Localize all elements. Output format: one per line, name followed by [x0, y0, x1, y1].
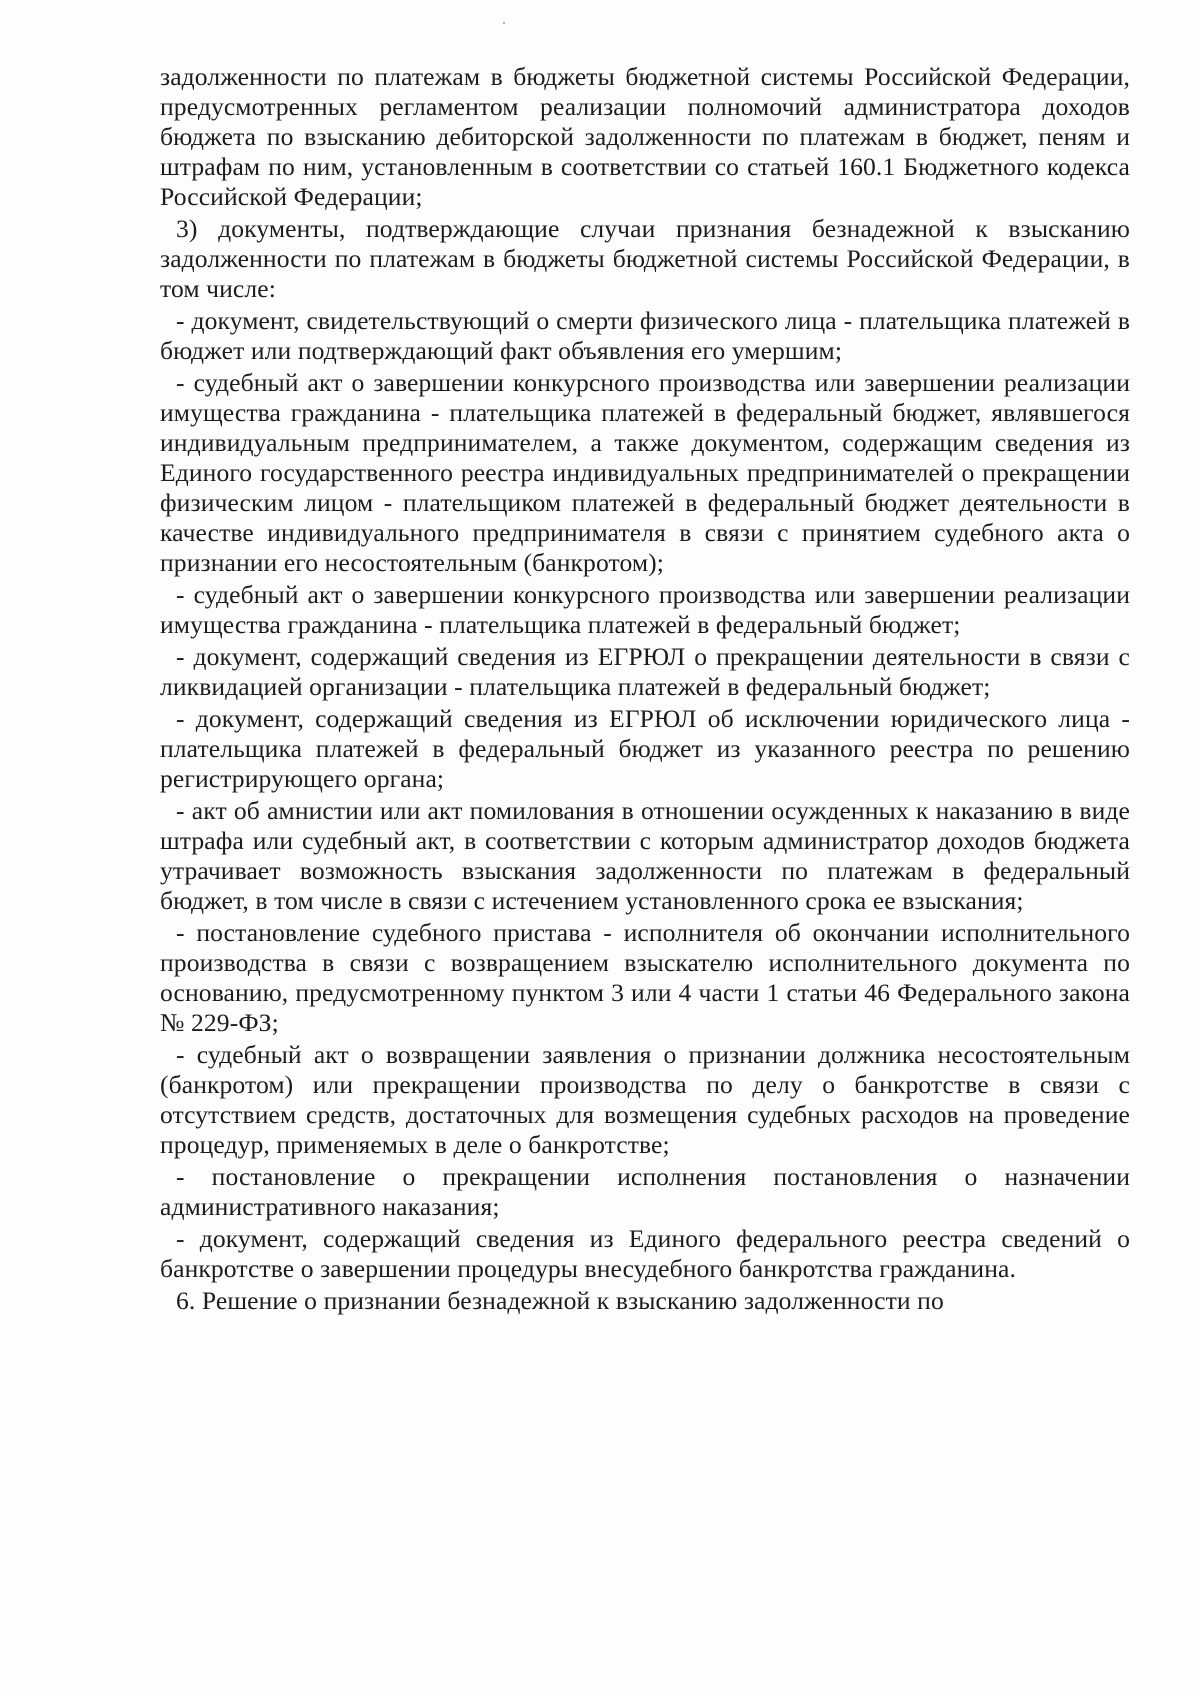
scan-artifact [503, 22, 505, 24]
list-item-bankruptcy-entrepreneur: - судебный акт о завершении конкурсного производства или завершении реализации имущества гражданина - плательщика платежей в федеральный бюджет, являвшегося индивидуальным предпринимателем, а также документом, содержащим сведения из Единого государственного реестра индивидуальных предпринимателей о прекращении физическим лицом - плательщиком платежей в федеральный бюджет деятельности в качестве индивидуального предпринимателя в связи с принятием судебного акта о признании его несостоятельным (банкротом); [160, 368, 1130, 577]
list-item-bankruptcy-citizen: - судебный акт о завершении конкурсного производства или завершении реализации имущества гражданина - плательщика платежей в федеральный бюджет; [160, 580, 1130, 639]
document-body [160, 62, 1130, 1318]
list-item-termination-execution: - постановление о прекращении исполнения постановления о назначении административного наказания; [160, 1162, 1130, 1221]
list-item-exclusion: - документ, содержащий сведения из ЕГРЮЛ об исключении юридического лица - плательщика платежей в федеральный бюджет из указанного реестра по решению регистрирующего органа; [160, 704, 1130, 793]
list-item-death-certificate: - документ, свидетельствующий о смерти физического лица - плательщика платежей в бюджет или подтверждающий факт объявления его умершим; [160, 306, 1130, 365]
list-item-return-application: - судебный акт о возвращении заявления о признании должника несостоятельным (банкротом) или прекращении производства по делу о банкротстве в связи с отсутствием средств, достаточных для возмещения судебных расходов на проведение процедур, применяемых в деле о банкротстве; [160, 1040, 1130, 1159]
paragraph-continuation: задолженности по платежам в бюджеты бюджетной системы Российской Федерации, предусмотренных регламентом реализации полномочий администратора доходов бюджета по взысканию дебиторской задолженности по платежам в бюджет, пеням и штрафам по ним, установленным в соответствии со статьей 160.1 Бюджетного кодекса Российской Федерации; [160, 62, 1130, 211]
list-item-extrajudicial-bankruptcy: - документ, содержащий сведения из Единого федерального реестра сведений о банкротстве о завершении процедуры внесудебного банкротства гражданина. [160, 1224, 1130, 1283]
paragraph-item-3: 3) документы, подтверждающие случаи признания безнадежной к взысканию задолженности по платежам в бюджеты бюджетной системы Российской Федерации, в том числе: [160, 214, 1130, 303]
list-item-amnesty: - акт об амнистии или акт помилования в отношении осужденных к наказанию в виде штрафа или судебный акт, в соответствии с которым администратор доходов бюджета утрачивает возможность взыскания задолженности по платежам в федеральный бюджет, в том числе в связи с истечением установленного срока ее взыскания; [160, 796, 1130, 915]
list-item-bailiff-resolution: - постановление судебного пристава - исполнителя об окончании исполнительного производства в связи с возвращением взыскателю исполнительного документа по основанию, предусмотренному пунктом 3 или 4 части 1 статьи 46 Федерального закона № 229-ФЗ; [160, 918, 1130, 1037]
paragraph-item-6: 6. Решение о признании безнадежной к взысканию задолженности по [176, 1286, 944, 1315]
list-item-liquidation: - документ, содержащий сведения из ЕГРЮЛ о прекращении деятельности в связи с ликвидацией организации - плательщика платежей в федеральный бюджет; [160, 642, 1130, 701]
